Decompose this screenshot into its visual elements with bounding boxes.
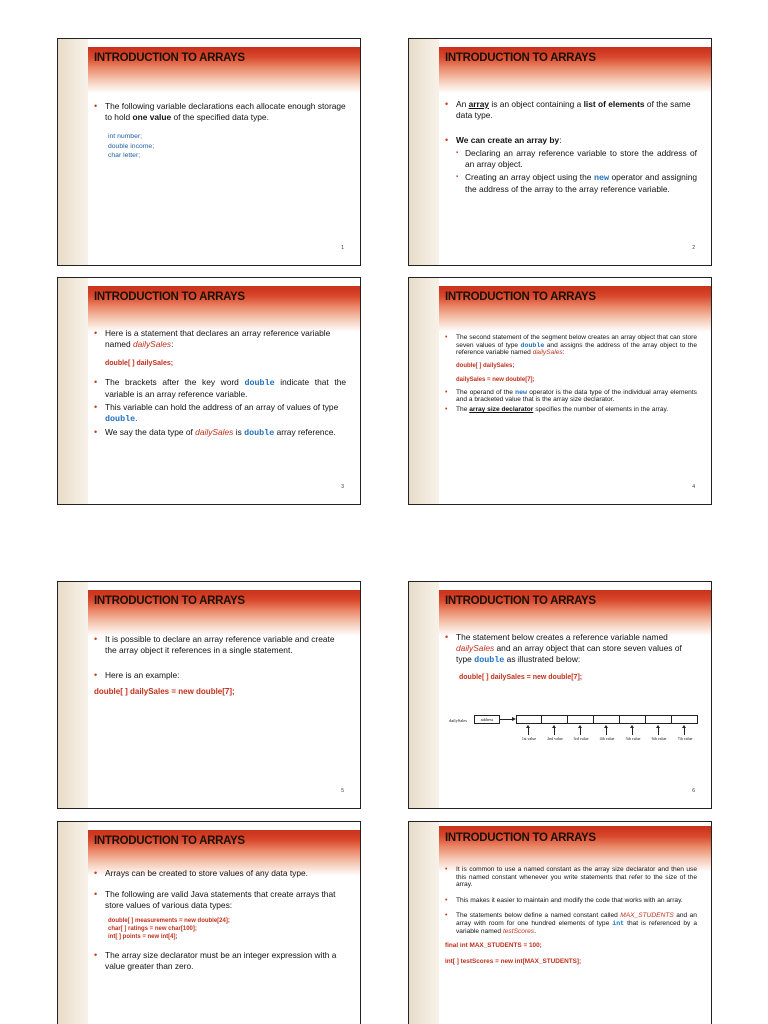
diagram-address-box: address (474, 715, 500, 724)
bullet: • This makes it easier to maintain and modify the code that works with an array. (445, 897, 697, 905)
slide-8 (408, 821, 712, 1024)
slide-rail (409, 582, 439, 808)
array-cell (542, 715, 568, 724)
code-line: double[ ] dailySales; (105, 360, 174, 367)
code-line: int[ ] testScores = new int[MAX_STUDENTS]; (445, 958, 582, 966)
bullet: • An array is an object containing a list of elements of the same data type. (445, 99, 697, 121)
diagram-var-label: dailySales (449, 718, 468, 723)
slide-4 (408, 277, 712, 505)
slide-number: 4 (692, 484, 695, 490)
element-pointer: 3rd value (568, 725, 594, 743)
slide-rail (409, 278, 439, 504)
code-line: int[ ] points = new int[4]; (108, 934, 178, 940)
slide-title: INTRODUCTION TO ARRAYS (445, 52, 596, 64)
slide-5 (57, 581, 361, 809)
bullet: • It is possible to declare an array reference variable and create the array object it references in a single statement. (94, 634, 346, 656)
code-line: int number; (108, 133, 143, 140)
bullet: • The following are valid Java statements that create arrays that store values of various data types: (94, 889, 346, 911)
bullet: • Arrays can be created to store values of any data type. (94, 868, 346, 879)
slide-title: INTRODUCTION TO ARRAYS (94, 291, 245, 303)
code-line: double[ ] measurements = new double[24]; (108, 918, 230, 924)
code-line: double[ ] dailySales = new double[7]; (94, 687, 235, 696)
slide-rail (58, 822, 88, 1024)
element-pointer: 2nd value (542, 725, 568, 743)
code-line: double income; (108, 142, 155, 150)
bullet: • The brackets after the key word double indicate that the variable is an array reference variable. (94, 377, 346, 400)
bullet: • It is common to use a named constant as the array size declarator and then use this named constant whenever you write statements that refer to the size of the array. (445, 866, 697, 889)
code-line: char[ ] ratings = new char[100]; (108, 926, 197, 932)
bullet: • We can create an array by: ▪ Declaring an array reference variable to store the address of an array object. ▪ Creating an array object using the new operator and assigning the address of the array to the array reference variable. (445, 135, 697, 195)
bullet: • Here is a statement that declares an array reference variable named dailySales: (94, 328, 346, 350)
slide-title: INTRODUCTION TO ARRAYS (445, 832, 596, 844)
element-pointer: 7th value (672, 725, 698, 743)
element-pointer: 5th value (620, 725, 646, 743)
slide-rail (58, 39, 88, 265)
slide-title: INTRODUCTION TO ARRAYS (445, 595, 596, 607)
array-diagram (445, 710, 705, 750)
bullet: • The operand of the new operator is the data type of the individual array elements and a bracketed value that is the array size declarator. (445, 389, 697, 404)
slide-3 (57, 277, 361, 505)
array-cell (646, 715, 672, 724)
bullet: • The statements below define a named constant called MAX_STUDENTS and an array with room for one hundred elements of type int that is referenced by a variable named testScores. (445, 912, 697, 935)
slide-title: INTRODUCTION TO ARRAYS (94, 595, 245, 607)
code-line: char letter; (108, 152, 141, 159)
bullet: • The array size declarator specifies the number of elements in the array. (445, 406, 697, 414)
bullet: • The array size declarator must be an integer expression with a value greater than zero. (94, 950, 346, 972)
slide-6 (408, 581, 712, 809)
diagram-cells (516, 715, 698, 724)
slide-rail (58, 582, 88, 808)
slide-title: INTRODUCTION TO ARRAYS (94, 52, 245, 64)
code-line: dailySales = new double[7]; (456, 376, 535, 383)
bullet: • The second statement of the segment below creates an array object that can store seven values of type double and assigns the address of the array object to the reference variable named dailySales: (445, 334, 697, 357)
code-line: double[ ] dailySales = new double[7]; (459, 674, 583, 681)
slide-rail (409, 822, 439, 1024)
code-line: final int MAX_STUDENTS = 100; (445, 942, 542, 950)
slide-2 (408, 38, 712, 266)
bullet: • The statement below creates a reference variable named dailySales and an array object that can store seven values of type double as illustrated below: (445, 632, 697, 666)
slide-rail (409, 39, 439, 265)
element-pointer: 1st value (516, 725, 542, 743)
slide-7 (57, 821, 361, 1024)
bullet: • This variable can hold the address of an array of values of type double. (94, 402, 346, 425)
element-pointer: 6th value (646, 725, 672, 743)
array-cell (672, 715, 698, 724)
array-cell (594, 715, 620, 724)
bullet: • Here is an example: (94, 670, 346, 681)
diagram-pointers (516, 725, 698, 743)
sub-bullet: ▪ Creating an array object using the new operator and assigning the address of the array to the array reference variable. (456, 172, 697, 195)
array-cell (620, 715, 646, 724)
slide-number: 2 (692, 245, 695, 251)
slide-1 (57, 38, 361, 266)
slide-number: 6 (692, 788, 695, 794)
slide-number: 5 (341, 788, 344, 794)
array-cell (516, 715, 542, 724)
slide-number: 3 (341, 484, 344, 490)
slide-rail (58, 278, 88, 504)
code-line: double[ ] dailySales; (456, 362, 515, 369)
slide-number: 1 (341, 245, 344, 251)
slide-title: INTRODUCTION TO ARRAYS (94, 835, 245, 847)
bullet: • The following variable declarations each allocate enough storage to hold one value of the specified data type. (94, 101, 346, 123)
element-pointer: 4th value (594, 725, 620, 743)
array-cell (568, 715, 594, 724)
bullet: • We say the data type of dailySales is double array reference. (94, 427, 346, 439)
slide-title: INTRODUCTION TO ARRAYS (445, 291, 596, 303)
sub-bullet: ▪ Declaring an array reference variable to store the address of an array object. (456, 148, 697, 170)
